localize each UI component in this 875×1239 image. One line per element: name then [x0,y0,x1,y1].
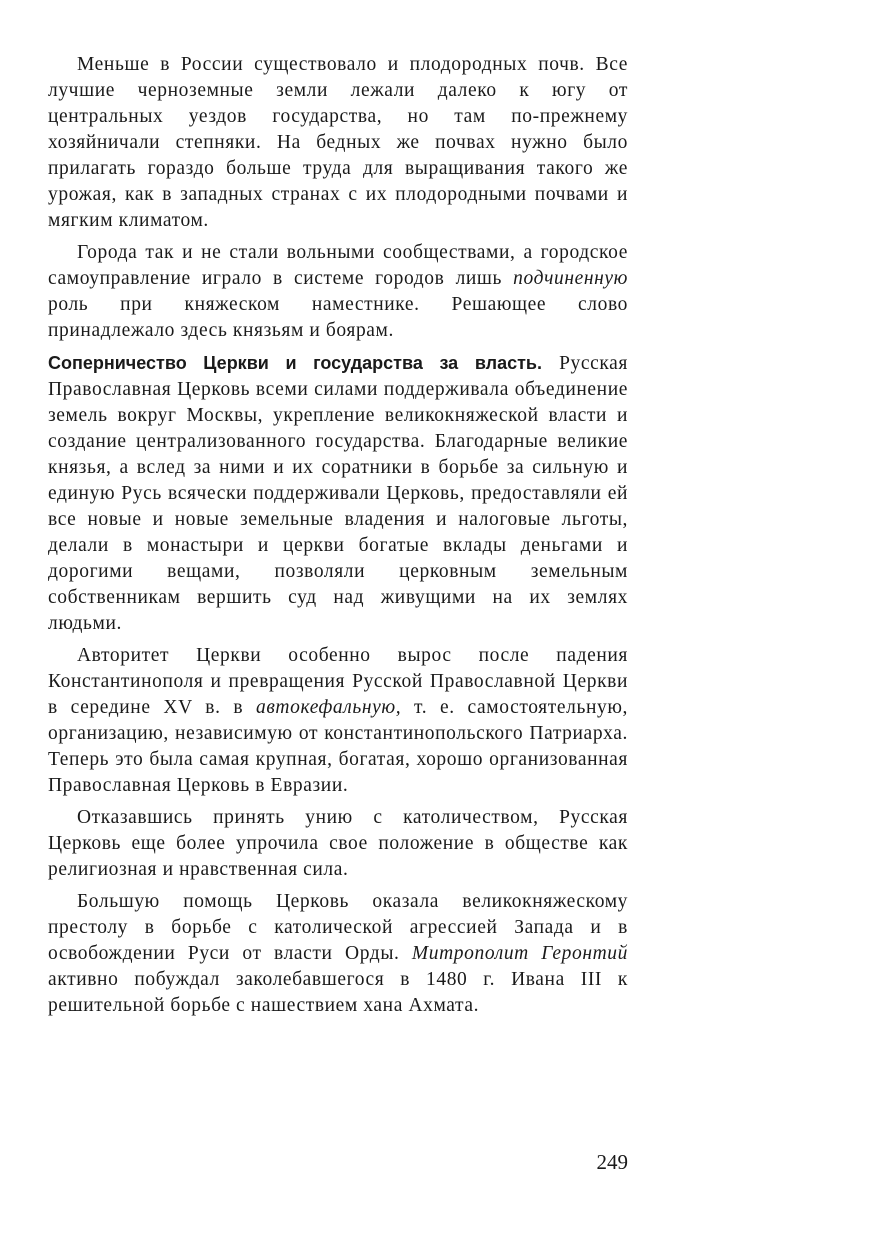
paragraph-text: роль при княжеском наместнике. Решающее слово принадлежало здесь князьям и боярам. [48,294,628,341]
paragraph-text: Меньше в России существовало и плодородных почв. Все лучшие черноземные земли лежали далеко к югу от центральных уездов государства, но там по-прежнему хозяйничали степняки. На бедных же почвах нужно было прилагать гораздо больше труда для выращивания такого же урожая, как в западных странах с их плодородными почвами и мягким климатом. [48,54,628,231]
page-number: 249 [596,1150,628,1174]
paragraph-with-heading [48,350,628,637]
paragraph [48,805,628,883]
paragraph-text: активно побуждал заколебавшегося в 1480 г. Ивана III к решительной борьбе с нашествием хана Ахмата. [48,969,628,1016]
paragraph-text: т. е. самостоятельную, организацию, независимую от константинопольского Патриарха. Теперь это была самая крупная, богатая, хорошо организованная Православная Церковь в Евразии. [48,697,628,796]
paragraph-text: Отказавшись принять унию с католичеством, Русская Церковь еще более упрочила свое положение в обществе как религиозная и нравственная сила. [48,807,628,880]
paragraph [48,643,628,799]
section-heading: Соперничество Церкви и государства за власть. [48,353,542,373]
paragraph-text: Русская Православная Церковь всеми силами поддерживала объединение земель вокруг Москвы, укрепление великокняжеской власти и создание централизованного государства. Благодарные великие князья, а вслед за ними и их соратники в борьбе за сильную и единую Русь всячески поддерживали Церковь, предоставляли ей все новые и новые земельные владения и налоговые льготы, делали в монастыри и церкви богатые вклады деньгами и дорогими вещами, позволяли церковным земельным собственникам вершить суд над живущими на их землях людьми. [48,353,628,634]
paragraph-text: Большую помощь Церковь оказала великокняжескому престолу в борьбе с католической агрессией Запада и в освобождении Руси от власти Орды. [48,891,628,964]
page-body [48,52,628,1025]
paragraph [48,889,628,1019]
paragraph [48,240,628,344]
paragraph-text: Города так и не стали вольными сообществами, а городское самоуправление играло в системе городов лишь [48,242,628,289]
italic-term: Митрополит Геронтий [411,943,628,964]
italic-term: подчиненную [513,268,628,289]
paragraph-text: Авторитет Церкви особенно вырос после падения Константинополя и превращения Русской Православной Церкви в середине XV в. в [48,645,628,718]
paragraph [48,52,628,234]
italic-term: автокефальную, [256,697,402,718]
